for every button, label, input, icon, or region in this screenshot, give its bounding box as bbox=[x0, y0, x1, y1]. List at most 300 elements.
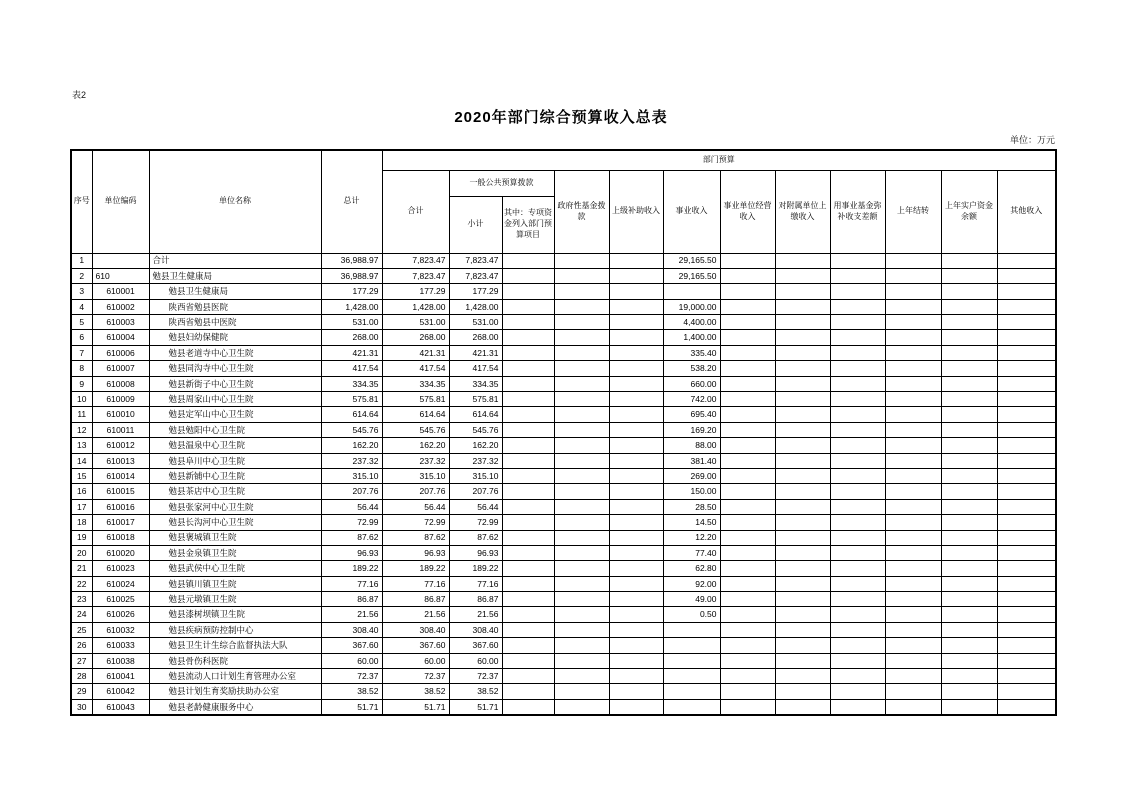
superior_subsidy-cell bbox=[609, 376, 663, 391]
total-cell: 1,428.00 bbox=[321, 299, 382, 314]
prior_carryover-cell bbox=[885, 669, 941, 684]
prior_actual_balance-cell bbox=[941, 484, 997, 499]
fund_makeup-cell bbox=[830, 530, 885, 545]
total-cell: 72.37 bbox=[321, 669, 382, 684]
total-cell: 367.60 bbox=[321, 638, 382, 653]
operating_income-cell bbox=[720, 268, 775, 283]
prior_carryover-cell bbox=[885, 315, 941, 330]
total-cell: 334.35 bbox=[321, 376, 382, 391]
special-cell bbox=[502, 499, 554, 514]
prior_carryover-cell bbox=[885, 453, 941, 468]
unit-code-cell: 610033 bbox=[92, 638, 149, 653]
total-cell: 268.00 bbox=[321, 330, 382, 345]
other_income-cell bbox=[997, 315, 1056, 330]
total-cell: 60.00 bbox=[321, 653, 382, 668]
gov_fund-cell bbox=[554, 315, 609, 330]
affiliated_remit-cell bbox=[775, 607, 830, 622]
col-header-prior-carryover: 上年结转 bbox=[885, 170, 941, 253]
prior_actual_balance-cell bbox=[941, 253, 997, 268]
prior_carryover-cell bbox=[885, 653, 941, 668]
seq-cell: 14 bbox=[71, 453, 92, 468]
gov_fund-cell bbox=[554, 622, 609, 637]
prior_carryover-cell bbox=[885, 622, 941, 637]
seq-cell: 8 bbox=[71, 361, 92, 376]
unit-code-cell: 610024 bbox=[92, 576, 149, 591]
sum-cell: 87.62 bbox=[382, 530, 449, 545]
special-cell bbox=[502, 622, 554, 637]
prior_actual_balance-cell bbox=[941, 699, 997, 714]
business_income-cell: 695.40 bbox=[663, 407, 720, 422]
total-cell: 421.31 bbox=[321, 345, 382, 360]
sum-cell: 308.40 bbox=[382, 622, 449, 637]
other_income-cell bbox=[997, 345, 1056, 360]
sum-cell: 51.71 bbox=[382, 699, 449, 714]
table-tag: 表2 bbox=[72, 90, 87, 100]
col-header-affiliated-remit: 对附属单位上缴收入 bbox=[775, 170, 830, 253]
unit-name-cell: 陕西省勉县中医院 bbox=[149, 315, 321, 330]
affiliated_remit-cell bbox=[775, 361, 830, 376]
table-row bbox=[71, 361, 1056, 376]
sum-cell: 77.16 bbox=[382, 576, 449, 591]
business_income-cell: 77.40 bbox=[663, 545, 720, 560]
gov_fund-cell bbox=[554, 299, 609, 314]
other_income-cell bbox=[997, 669, 1056, 684]
seq-cell: 2 bbox=[71, 268, 92, 283]
gov_fund-cell bbox=[554, 330, 609, 345]
operating_income-cell bbox=[720, 530, 775, 545]
sum-cell: 417.54 bbox=[382, 361, 449, 376]
table-row bbox=[71, 638, 1056, 653]
superior_subsidy-cell bbox=[609, 422, 663, 437]
affiliated_remit-cell bbox=[775, 345, 830, 360]
unit-name-cell: 勉县张家河中心卫生院 bbox=[149, 499, 321, 514]
table-row bbox=[71, 622, 1056, 637]
prior_actual_balance-cell bbox=[941, 576, 997, 591]
gov_fund-cell bbox=[554, 392, 609, 407]
prior_actual_balance-cell bbox=[941, 361, 997, 376]
total-cell: 72.99 bbox=[321, 515, 382, 530]
sum-cell: 7,823.47 bbox=[382, 268, 449, 283]
prior_actual_balance-cell bbox=[941, 468, 997, 483]
subtotal-cell: 207.76 bbox=[449, 484, 502, 499]
fund_makeup-cell bbox=[830, 253, 885, 268]
col-header-operating-income: 事业单位经营收入 bbox=[720, 170, 775, 253]
total-cell: 575.81 bbox=[321, 392, 382, 407]
special-cell bbox=[502, 438, 554, 453]
prior_actual_balance-cell bbox=[941, 561, 997, 576]
subtotal-cell: 38.52 bbox=[449, 684, 502, 699]
seq-cell: 3 bbox=[71, 284, 92, 299]
operating_income-cell bbox=[720, 330, 775, 345]
affiliated_remit-cell bbox=[775, 438, 830, 453]
business_income-cell: 62.80 bbox=[663, 561, 720, 576]
table-row bbox=[71, 561, 1056, 576]
unit-name-cell: 勉县卫生健康局 bbox=[149, 268, 321, 283]
prior_actual_balance-cell bbox=[941, 638, 997, 653]
fund_makeup-cell bbox=[830, 268, 885, 283]
operating_income-cell bbox=[720, 653, 775, 668]
total-cell: 315.10 bbox=[321, 468, 382, 483]
special-cell bbox=[502, 376, 554, 391]
prior_carryover-cell bbox=[885, 638, 941, 653]
unit-name-cell: 勉县漆树坝镇卫生院 bbox=[149, 607, 321, 622]
unit-code-cell: 610014 bbox=[92, 468, 149, 483]
business_income-cell: 19,000.00 bbox=[663, 299, 720, 314]
other_income-cell bbox=[997, 530, 1056, 545]
unit-code-cell: 610023 bbox=[92, 561, 149, 576]
fund_makeup-cell bbox=[830, 299, 885, 314]
unit-name-cell: 勉县武侯中心卫生院 bbox=[149, 561, 321, 576]
superior_subsidy-cell bbox=[609, 453, 663, 468]
sum-cell: 72.37 bbox=[382, 669, 449, 684]
special-cell bbox=[502, 422, 554, 437]
other_income-cell bbox=[997, 438, 1056, 453]
total-cell: 86.87 bbox=[321, 592, 382, 607]
prior_carryover-cell bbox=[885, 438, 941, 453]
business_income-cell bbox=[663, 653, 720, 668]
special-cell bbox=[502, 468, 554, 483]
business_income-cell bbox=[663, 699, 720, 714]
unit-code-cell: 610001 bbox=[92, 284, 149, 299]
unit-name-cell: 勉县定军山中心卫生院 bbox=[149, 407, 321, 422]
sum-cell: 177.29 bbox=[382, 284, 449, 299]
superior_subsidy-cell bbox=[609, 545, 663, 560]
other_income-cell bbox=[997, 268, 1056, 283]
prior_actual_balance-cell bbox=[941, 438, 997, 453]
unit-code-cell: 610018 bbox=[92, 530, 149, 545]
col-header-subtotal: 小计 bbox=[449, 196, 502, 253]
unit-code-cell: 610010 bbox=[92, 407, 149, 422]
sum-cell: 268.00 bbox=[382, 330, 449, 345]
operating_income-cell bbox=[720, 684, 775, 699]
special-cell bbox=[502, 284, 554, 299]
special-cell bbox=[502, 407, 554, 422]
gov_fund-cell bbox=[554, 284, 609, 299]
table-row bbox=[71, 376, 1056, 391]
seq-cell: 24 bbox=[71, 607, 92, 622]
unit-name-cell: 勉县金泉镇卫生院 bbox=[149, 545, 321, 560]
prior_actual_balance-cell bbox=[941, 607, 997, 622]
other_income-cell bbox=[997, 484, 1056, 499]
special-cell bbox=[502, 330, 554, 345]
sum-cell: 56.44 bbox=[382, 499, 449, 514]
subtotal-cell: 417.54 bbox=[449, 361, 502, 376]
seq-cell: 21 bbox=[71, 561, 92, 576]
total-cell: 96.93 bbox=[321, 545, 382, 560]
gov_fund-cell bbox=[554, 438, 609, 453]
prior_carryover-cell bbox=[885, 545, 941, 560]
total-cell: 417.54 bbox=[321, 361, 382, 376]
gov_fund-cell bbox=[554, 468, 609, 483]
prior_carryover-cell bbox=[885, 684, 941, 699]
prior_carryover-cell bbox=[885, 361, 941, 376]
fund_makeup-cell bbox=[830, 345, 885, 360]
other_income-cell bbox=[997, 299, 1056, 314]
business_income-cell: 742.00 bbox=[663, 392, 720, 407]
table-row bbox=[71, 253, 1056, 268]
seq-cell: 11 bbox=[71, 407, 92, 422]
fund_makeup-cell bbox=[830, 592, 885, 607]
fund_makeup-cell bbox=[830, 484, 885, 499]
table-row bbox=[71, 299, 1056, 314]
unit-name-cell: 勉县老道寺中心卫生院 bbox=[149, 345, 321, 360]
special-cell bbox=[502, 592, 554, 607]
superior_subsidy-cell bbox=[609, 268, 663, 283]
special-cell bbox=[502, 253, 554, 268]
table-row bbox=[71, 468, 1056, 483]
other_income-cell bbox=[997, 622, 1056, 637]
business_income-cell: 150.00 bbox=[663, 484, 720, 499]
superior_subsidy-cell bbox=[609, 607, 663, 622]
prior_carryover-cell bbox=[885, 515, 941, 530]
affiliated_remit-cell bbox=[775, 592, 830, 607]
gov_fund-cell bbox=[554, 699, 609, 714]
special-cell bbox=[502, 576, 554, 591]
subtotal-cell: 268.00 bbox=[449, 330, 502, 345]
affiliated_remit-cell bbox=[775, 638, 830, 653]
other_income-cell bbox=[997, 422, 1056, 437]
sum-cell: 86.87 bbox=[382, 592, 449, 607]
seq-cell: 9 bbox=[71, 376, 92, 391]
fund_makeup-cell bbox=[830, 468, 885, 483]
sum-cell: 21.56 bbox=[382, 607, 449, 622]
col-header-superior-subsidy: 上级补助收入 bbox=[609, 170, 663, 253]
total-cell: 77.16 bbox=[321, 576, 382, 591]
prior_actual_balance-cell bbox=[941, 653, 997, 668]
superior_subsidy-cell bbox=[609, 638, 663, 653]
unit-name-cell: 勉县同沟寺中心卫生院 bbox=[149, 361, 321, 376]
other_income-cell bbox=[997, 653, 1056, 668]
fund_makeup-cell bbox=[830, 545, 885, 560]
subtotal-cell: 7,823.47 bbox=[449, 268, 502, 283]
sum-cell: 334.35 bbox=[382, 376, 449, 391]
col-header-fund-makeup: 用事业基金弥补收支差额 bbox=[830, 170, 885, 253]
unit-name-cell: 勉县褒城镇卫生院 bbox=[149, 530, 321, 545]
operating_income-cell bbox=[720, 345, 775, 360]
gov_fund-cell bbox=[554, 561, 609, 576]
unit-name-cell: 勉县流动人口计划生育管理办公室 bbox=[149, 669, 321, 684]
seq-cell: 10 bbox=[71, 392, 92, 407]
other_income-cell bbox=[997, 392, 1056, 407]
fund_makeup-cell bbox=[830, 699, 885, 714]
seq-cell: 18 bbox=[71, 515, 92, 530]
business_income-cell: 12.20 bbox=[663, 530, 720, 545]
fund_makeup-cell bbox=[830, 330, 885, 345]
unit-code-cell: 610026 bbox=[92, 607, 149, 622]
business_income-cell: 49.00 bbox=[663, 592, 720, 607]
other_income-cell bbox=[997, 699, 1056, 714]
sum-cell: 315.10 bbox=[382, 468, 449, 483]
subtotal-cell: 60.00 bbox=[449, 653, 502, 668]
other_income-cell bbox=[997, 499, 1056, 514]
prior_actual_balance-cell bbox=[941, 515, 997, 530]
prior_actual_balance-cell bbox=[941, 268, 997, 283]
col-header-general-public: 一般公共预算拨款 bbox=[449, 170, 554, 196]
unit-name-cell: 勉县温泉中心卫生院 bbox=[149, 438, 321, 453]
affiliated_remit-cell bbox=[775, 530, 830, 545]
other_income-cell bbox=[997, 253, 1056, 268]
unit-code-cell: 610041 bbox=[92, 669, 149, 684]
superior_subsidy-cell bbox=[609, 468, 663, 483]
prior_actual_balance-cell bbox=[941, 530, 997, 545]
gov_fund-cell bbox=[554, 515, 609, 530]
unit-name-cell: 勉县周家山中心卫生院 bbox=[149, 392, 321, 407]
unit-code-cell: 610004 bbox=[92, 330, 149, 345]
prior_actual_balance-cell bbox=[941, 284, 997, 299]
total-cell: 531.00 bbox=[321, 315, 382, 330]
seq-cell: 12 bbox=[71, 422, 92, 437]
prior_actual_balance-cell bbox=[941, 669, 997, 684]
affiliated_remit-cell bbox=[775, 576, 830, 591]
unit-code-cell: 610012 bbox=[92, 438, 149, 453]
col-header-dept-budget: 部门预算 bbox=[382, 150, 1056, 170]
business_income-cell bbox=[663, 638, 720, 653]
sum-cell: 614.64 bbox=[382, 407, 449, 422]
prior_carryover-cell bbox=[885, 699, 941, 714]
business_income-cell: 14.50 bbox=[663, 515, 720, 530]
fund_makeup-cell bbox=[830, 315, 885, 330]
fund_makeup-cell bbox=[830, 407, 885, 422]
table-row bbox=[71, 576, 1056, 591]
operating_income-cell bbox=[720, 561, 775, 576]
table-row bbox=[71, 607, 1056, 622]
prior_carryover-cell bbox=[885, 607, 941, 622]
table-row bbox=[71, 530, 1056, 545]
operating_income-cell bbox=[720, 592, 775, 607]
other_income-cell bbox=[997, 284, 1056, 299]
superior_subsidy-cell bbox=[609, 315, 663, 330]
total-cell: 38.52 bbox=[321, 684, 382, 699]
gov_fund-cell bbox=[554, 422, 609, 437]
sum-cell: 7,823.47 bbox=[382, 253, 449, 268]
superior_subsidy-cell bbox=[609, 684, 663, 699]
table-row bbox=[71, 438, 1056, 453]
special-cell bbox=[502, 515, 554, 530]
seq-cell: 19 bbox=[71, 530, 92, 545]
other_income-cell bbox=[997, 607, 1056, 622]
affiliated_remit-cell bbox=[775, 299, 830, 314]
subtotal-cell: 189.22 bbox=[449, 561, 502, 576]
subtotal-cell: 421.31 bbox=[449, 345, 502, 360]
superior_subsidy-cell bbox=[609, 392, 663, 407]
seq-cell: 30 bbox=[71, 699, 92, 714]
affiliated_remit-cell bbox=[775, 622, 830, 637]
gov_fund-cell bbox=[554, 669, 609, 684]
superior_subsidy-cell bbox=[609, 345, 663, 360]
affiliated_remit-cell bbox=[775, 253, 830, 268]
operating_income-cell bbox=[720, 392, 775, 407]
prior_carryover-cell bbox=[885, 499, 941, 514]
unit-code-cell: 610025 bbox=[92, 592, 149, 607]
affiliated_remit-cell bbox=[775, 422, 830, 437]
subtotal-cell: 308.40 bbox=[449, 622, 502, 637]
operating_income-cell bbox=[720, 361, 775, 376]
superior_subsidy-cell bbox=[609, 438, 663, 453]
business_income-cell: 169.20 bbox=[663, 422, 720, 437]
other_income-cell bbox=[997, 361, 1056, 376]
affiliated_remit-cell bbox=[775, 515, 830, 530]
seq-cell: 13 bbox=[71, 438, 92, 453]
fund_makeup-cell bbox=[830, 422, 885, 437]
sum-cell: 189.22 bbox=[382, 561, 449, 576]
other_income-cell bbox=[997, 576, 1056, 591]
subtotal-cell: 614.64 bbox=[449, 407, 502, 422]
subtotal-cell: 177.29 bbox=[449, 284, 502, 299]
prior_carryover-cell bbox=[885, 561, 941, 576]
gov_fund-cell bbox=[554, 453, 609, 468]
fund_makeup-cell bbox=[830, 576, 885, 591]
unit-name-cell: 勉县镇川镇卫生院 bbox=[149, 576, 321, 591]
table-row bbox=[71, 484, 1056, 499]
unit-code-cell: 610003 bbox=[92, 315, 149, 330]
fund_makeup-cell bbox=[830, 653, 885, 668]
seq-cell: 26 bbox=[71, 638, 92, 653]
sum-cell: 162.20 bbox=[382, 438, 449, 453]
prior_carryover-cell bbox=[885, 253, 941, 268]
prior_actual_balance-cell bbox=[941, 622, 997, 637]
seq-cell: 6 bbox=[71, 330, 92, 345]
prior_carryover-cell bbox=[885, 376, 941, 391]
prior_carryover-cell bbox=[885, 330, 941, 345]
fund_makeup-cell bbox=[830, 376, 885, 391]
other_income-cell bbox=[997, 468, 1056, 483]
other_income-cell bbox=[997, 545, 1056, 560]
other_income-cell bbox=[997, 407, 1056, 422]
fund_makeup-cell bbox=[830, 284, 885, 299]
gov_fund-cell bbox=[554, 499, 609, 514]
business_income-cell: 4,400.00 bbox=[663, 315, 720, 330]
superior_subsidy-cell bbox=[609, 576, 663, 591]
fund_makeup-cell bbox=[830, 638, 885, 653]
total-cell: 614.64 bbox=[321, 407, 382, 422]
fund_makeup-cell bbox=[830, 361, 885, 376]
table-row bbox=[71, 669, 1056, 684]
business_income-cell: 29,165.50 bbox=[663, 268, 720, 283]
prior_carryover-cell bbox=[885, 530, 941, 545]
business_income-cell bbox=[663, 684, 720, 699]
superior_subsidy-cell bbox=[609, 361, 663, 376]
superior_subsidy-cell bbox=[609, 253, 663, 268]
seq-cell: 29 bbox=[71, 684, 92, 699]
superior_subsidy-cell bbox=[609, 330, 663, 345]
prior_carryover-cell bbox=[885, 592, 941, 607]
sum-cell: 531.00 bbox=[382, 315, 449, 330]
operating_income-cell bbox=[720, 576, 775, 591]
unit-code-cell: 610008 bbox=[92, 376, 149, 391]
prior_actual_balance-cell bbox=[941, 299, 997, 314]
operating_income-cell bbox=[720, 284, 775, 299]
table-row bbox=[71, 499, 1056, 514]
special-cell bbox=[502, 653, 554, 668]
affiliated_remit-cell bbox=[775, 545, 830, 560]
sum-cell: 1,428.00 bbox=[382, 299, 449, 314]
gov_fund-cell bbox=[554, 268, 609, 283]
unit-code-cell: 610002 bbox=[92, 299, 149, 314]
seq-cell: 28 bbox=[71, 669, 92, 684]
affiliated_remit-cell bbox=[775, 268, 830, 283]
total-cell: 545.76 bbox=[321, 422, 382, 437]
table-row bbox=[71, 453, 1056, 468]
sum-cell: 421.31 bbox=[382, 345, 449, 360]
seq-cell: 1 bbox=[71, 253, 92, 268]
unit-name-cell: 勉县卫生计生综合监督执法大队 bbox=[149, 638, 321, 653]
business_income-cell: 1,400.00 bbox=[663, 330, 720, 345]
fund_makeup-cell bbox=[830, 622, 885, 637]
subtotal-cell: 162.20 bbox=[449, 438, 502, 453]
unit-code-cell: 610007 bbox=[92, 361, 149, 376]
unit-code-cell: 610032 bbox=[92, 622, 149, 637]
prior_actual_balance-cell bbox=[941, 499, 997, 514]
